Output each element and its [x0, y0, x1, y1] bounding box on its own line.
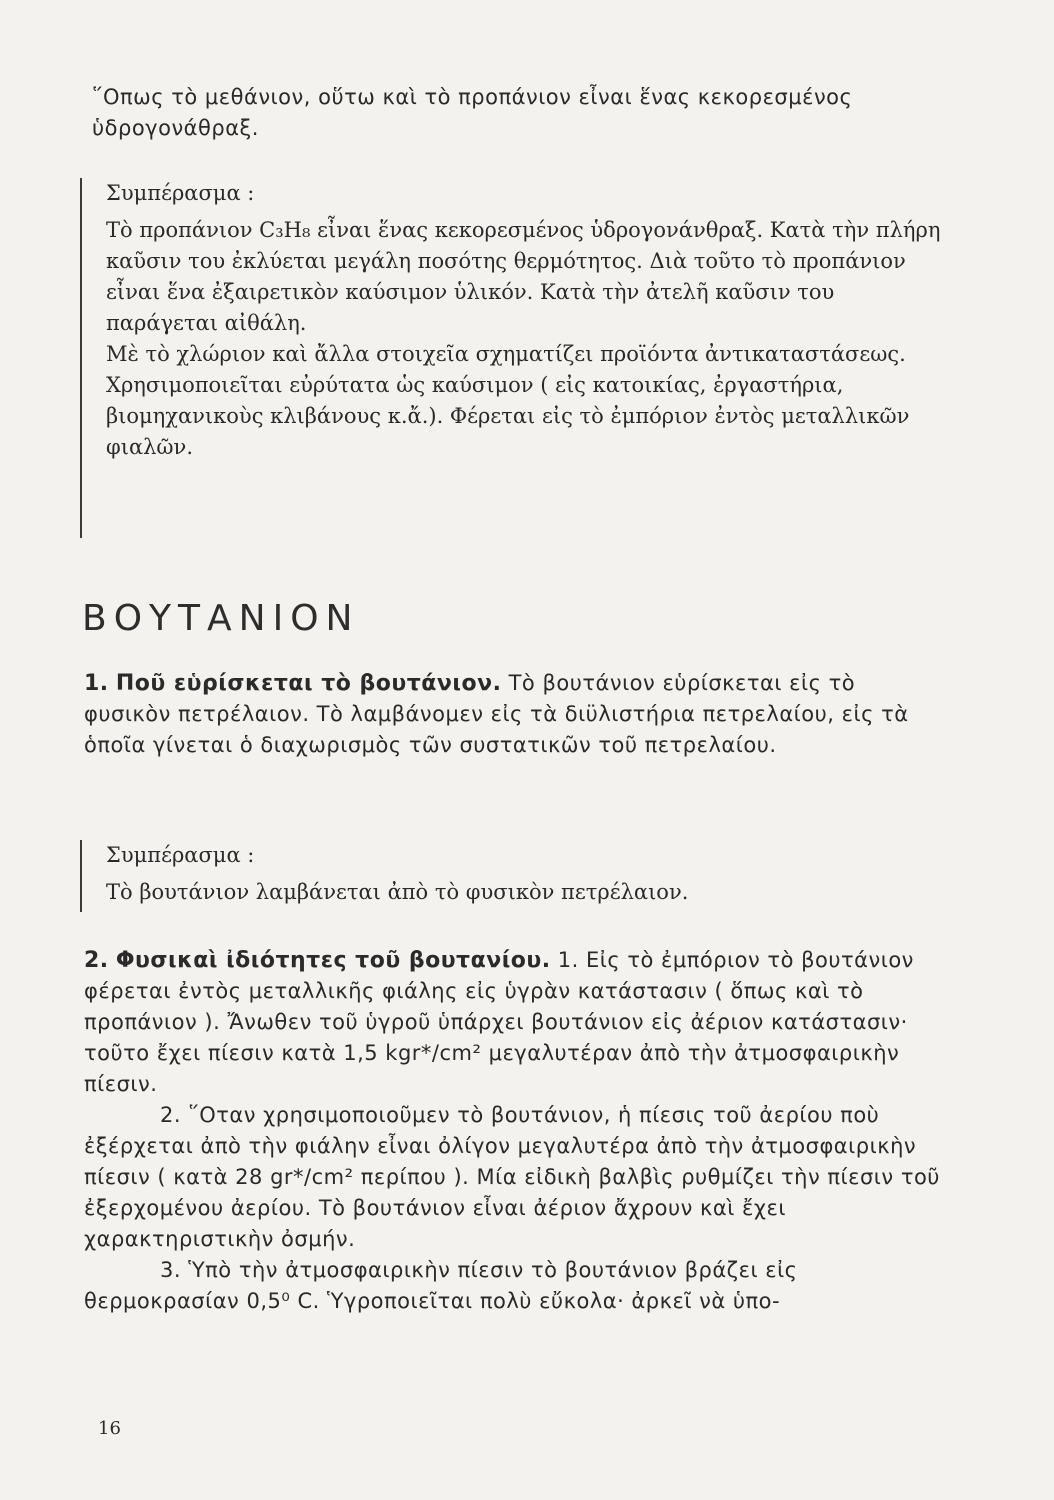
- paragraph-2: 2. ῞Οταν χρησιμοποιοῦμεν τὸ βουτάνιον, ἡ πίεσις τοῦ ἀερίου ποὺ ἐξέρχεται ἀπὸ τὴν φιάλην εἶναι ὀλίγον μεγαλυτέρα ἀπὸ τὴν ἀτμοσφαιρικὴν πίεσιν ( κατὰ 28 gr*/cm² περίπου ). Μία εἰδικὴ βαλβὶς ρυθμίζει τὴν πίεσιν τοῦ ἐξερχομένου ἀερίου. Τὸ βουτάνιον εἶναι ἀέριον ἄχρουν καὶ ἔχει χαρακτηριστικὴν ὀσμήν.: [84, 1103, 940, 1251]
- conclusion-line: Μὲ τὸ χλώριον καὶ ἄλλα στοιχεῖα σχηματίζει προϊόντα ἀντικαταστάσεως.: [106, 342, 906, 366]
- page-number: 16: [98, 1418, 121, 1439]
- conclusion-label: Συμπέρασμα :: [106, 181, 255, 205]
- conclusion-label: Συμπέρασμα :: [106, 843, 255, 867]
- paragraph-1: 1. Εἰς τὸ ἐμπόριον τὸ βουτάνιον φέρεται ἐντὸς μεταλλικῆς φιάλης εἰς ὑγρὰν κατάστασιν ( ὅπως καὶ τὸ προπάνιον ). Ἄνωθεν τοῦ ὑγροῦ ὑπάρχει βουτάνιον εἰς ἀέριον κατάστασιν· τοῦτο ἔχει πίεσιν κατὰ 1,5 kgr*/cm² μεγαλυτέραν ἀπὸ τὴν ἀτμοσφαιρικὴν πίεσιν.: [84, 948, 914, 1096]
- section-text: Τὸ βουτάνιον εὑρίσκεται εἰς τὸ φυσικὸν πετρέλαιον. Τὸ λαμβάνομεν εἰς τὰ διϋλιστήρια πετρελαίου, εἰς τὰ ὁποῖα γίνεται ὁ διαχωρισμὸς τῶν συστατικῶν τοῦ πετρελαίου.: [84, 671, 909, 757]
- section-number: 1.: [84, 671, 109, 696]
- section-number: 2.: [84, 948, 109, 973]
- conclusion-line: Χρησιμοποιεῖται εὐρύτατα ὡς καύσιμον ( εἰς κατοικίας, ἐργαστήρια, βιομηχανικοὺς κλιβάνους κ.ἄ.). Φέρεται εἰς τὸ ἐμπόριον ἐντὸς μεταλλικῶν φιαλῶν.: [106, 373, 910, 459]
- section-title: Ποῦ εὑρίσκεται τὸ βουτάνιον.: [115, 671, 502, 696]
- conclusion-box-butane: [80, 840, 936, 912]
- conclusion-box-propane: [80, 178, 946, 538]
- section-title: Φυσικαὶ ἰδιότητες τοῦ βουτανίου.: [115, 948, 551, 973]
- intro-paragraph: ῞Οπως τὸ μεθάνιον, οὕτω καὶ τὸ προπάνιον εἶναι ἕνας κεκορεσμένος ὑδρογονάθραξ.: [92, 85, 853, 140]
- paragraph-3: 3. Ὑπὸ τὴν ἀτμοσφαιρικὴν πίεσιν τὸ βουτάνιον βράζει εἰς θερμοκρασίαν 0,5⁰ C. Ὑγροποιεῖται πολὺ εὔκολα· ἀρκεῖ νὰ ὑπο-: [84, 1258, 798, 1313]
- conclusion-line: Τὸ προπάνιον C₃H₈ εἶναι ἕνας κεκορεσμένος ὑδρογονάνθραξ. Κατὰ τὴν πλήρη καῦσιν του ἐκλύεται μεγάλη ποσότης θερμότητος. Διὰ τοῦτο τὸ προπάνιον εἶναι ἕνα ἐξαιρετικὸν καύσιμον ὑλικόν. Κατὰ τὴν ἀτελῆ καῦσιν του παράγεται αἰθάλη.: [106, 218, 941, 335]
- conclusion-text: Τὸ βουτάνιον λαμβάνεται ἀπὸ τὸ φυσικὸν πετρέλαιον.: [106, 880, 689, 904]
- section-where-found: [84, 668, 944, 761]
- section-physical-properties: [84, 945, 944, 1317]
- chapter-heading: ΒΟΥΤΑΝΙΟΝ: [82, 598, 360, 639]
